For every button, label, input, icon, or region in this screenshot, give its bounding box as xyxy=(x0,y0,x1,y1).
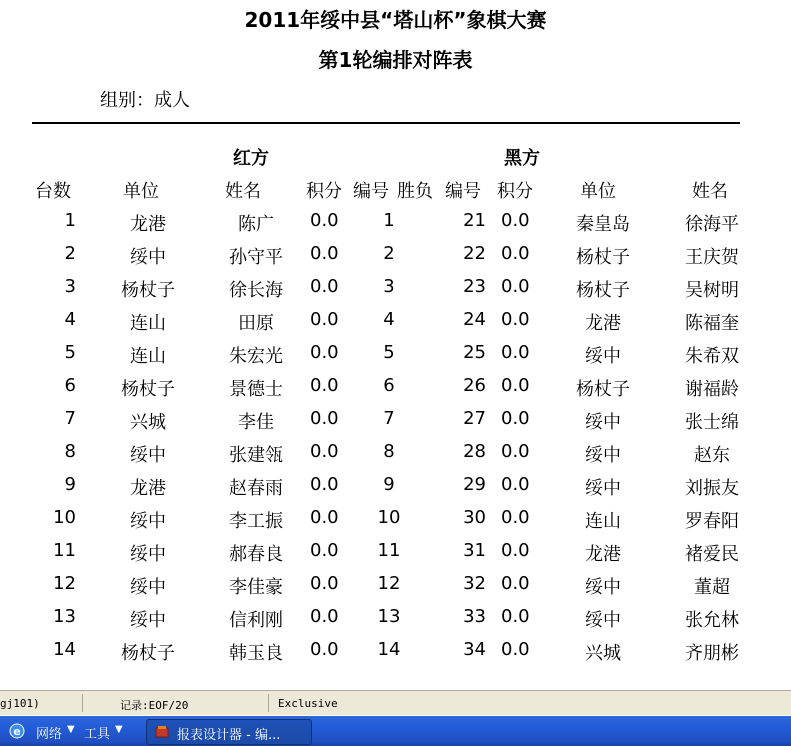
cell-table: 6 xyxy=(64,375,76,396)
header-name-red: 姓名 xyxy=(225,181,261,202)
cell-num2: 33 xyxy=(463,606,486,627)
cell-score2: 0.0 xyxy=(501,342,530,363)
cell-unit1: 绥中 xyxy=(130,445,166,466)
cell-score1: 0.0 xyxy=(310,309,339,330)
cell-num2: 27 xyxy=(463,408,486,429)
cell-score2: 0.0 xyxy=(501,606,530,627)
cell-num1: 10 xyxy=(377,507,401,528)
cell-unit1: 龙港 xyxy=(130,214,166,235)
cell-score2: 0.0 xyxy=(501,210,530,231)
cell-score2: 0.0 xyxy=(501,474,530,495)
cell-name2: 董超 xyxy=(694,577,730,598)
cell-num2: 21 xyxy=(463,210,486,231)
cell-score1: 0.0 xyxy=(310,342,339,363)
header-result: 胜负 xyxy=(397,181,433,202)
header-number-red: 编号 xyxy=(353,181,389,202)
cell-name2: 吴树明 xyxy=(685,280,739,301)
status-bar xyxy=(0,690,791,715)
tools-toolbar-button[interactable]: 工具 xyxy=(84,727,111,742)
cell-unit2: 绥中 xyxy=(585,346,621,367)
cell-name2: 刘振友 xyxy=(685,478,739,499)
cell-unit2: 绥中 xyxy=(585,412,621,433)
cell-num1: 1 xyxy=(383,210,395,231)
cell-unit1: 绥中 xyxy=(130,544,166,565)
cell-name2: 张允林 xyxy=(685,610,739,631)
cell-table: 5 xyxy=(64,342,76,363)
cell-name2: 陈福奎 xyxy=(685,313,739,334)
cell-num2: 23 xyxy=(463,276,486,297)
status-separator xyxy=(82,694,83,712)
cell-unit2: 杨杖子 xyxy=(576,280,630,301)
cell-score1: 0.0 xyxy=(310,408,339,429)
cell-score1: 0.0 xyxy=(310,606,339,627)
group-line xyxy=(100,86,190,112)
cell-table: 14 xyxy=(53,639,76,660)
svg-text:e: e xyxy=(13,725,21,738)
cell-score2: 0.0 xyxy=(501,540,530,561)
cell-name1: 李工振 xyxy=(229,511,283,532)
cell-name1: 徐长海 xyxy=(229,280,283,301)
cell-num1: 3 xyxy=(383,276,395,297)
cell-num1: 6 xyxy=(383,375,395,396)
cell-table: 2 xyxy=(64,243,76,264)
chevron-down-icon[interactable]: ▼ xyxy=(115,724,123,735)
cell-unit2: 杨杖子 xyxy=(576,379,630,400)
cell-score1: 0.0 xyxy=(310,375,339,396)
cell-score1: 0.0 xyxy=(310,210,339,231)
cell-score1: 0.0 xyxy=(310,540,339,561)
cell-score2: 0.0 xyxy=(501,573,530,594)
cell-table: 13 xyxy=(53,606,76,627)
cell-name2: 罗春阳 xyxy=(685,511,739,532)
cell-unit2: 兴城 xyxy=(585,643,621,664)
cell-score1: 0.0 xyxy=(310,507,339,528)
cell-unit1: 绥中 xyxy=(130,610,166,631)
cell-num1: 5 xyxy=(383,342,395,363)
cell-score1: 0.0 xyxy=(310,276,339,297)
cell-name2: 谢福龄 xyxy=(685,379,739,400)
cell-unit2: 龙港 xyxy=(585,544,621,565)
cell-score2: 0.0 xyxy=(501,639,530,660)
red-side-heading: 红方 xyxy=(233,148,269,169)
cell-unit2: 杨杖子 xyxy=(576,247,630,268)
cell-unit1: 杨杖子 xyxy=(121,379,175,400)
header-name-black: 姓名 xyxy=(692,181,728,202)
cell-unit2: 龙港 xyxy=(585,313,621,334)
cell-name1: 韩玉良 xyxy=(229,643,283,664)
cell-score2: 0.0 xyxy=(501,441,530,462)
cell-unit2: 连山 xyxy=(585,511,621,532)
cell-num1: 7 xyxy=(383,408,395,429)
cell-unit2: 绥中 xyxy=(585,478,621,499)
cell-num1: 9 xyxy=(383,474,395,495)
header-table: 台数 xyxy=(35,181,71,202)
cell-name1: 张建瓴 xyxy=(229,445,283,466)
cell-name1: 朱宏光 xyxy=(229,346,283,367)
header-unit-red: 单位 xyxy=(123,181,159,202)
cell-num1: 12 xyxy=(377,573,401,594)
cell-score1: 0.0 xyxy=(310,639,339,660)
cell-num2: 26 xyxy=(463,375,486,396)
taskbar-window-button[interactable] xyxy=(146,719,312,745)
cell-name1: 田原 xyxy=(238,313,274,334)
cell-num2: 24 xyxy=(463,309,486,330)
cell-name1: 信利刚 xyxy=(229,610,283,631)
cell-num2: 29 xyxy=(463,474,486,495)
report-subtitle: 第1轮编排对阵表 xyxy=(318,48,473,72)
cell-score1: 0.0 xyxy=(310,441,339,462)
status-separator xyxy=(268,694,269,712)
cell-num1: 2 xyxy=(383,243,395,264)
cell-score2: 0.0 xyxy=(501,375,530,396)
cell-score1: 0.0 xyxy=(310,474,339,495)
cell-table: 7 xyxy=(64,408,76,429)
cell-num1: 14 xyxy=(377,639,401,660)
taskbar xyxy=(0,716,791,746)
cell-unit1: 连山 xyxy=(130,346,166,367)
header-score-red: 积分 xyxy=(306,181,342,202)
cell-num2: 31 xyxy=(463,540,486,561)
cell-table: 12 xyxy=(53,573,76,594)
cell-unit2: 绥中 xyxy=(585,445,621,466)
cell-table: 11 xyxy=(53,540,76,561)
cell-num2: 30 xyxy=(463,507,486,528)
cell-score2: 0.0 xyxy=(501,408,530,429)
report-right-edge xyxy=(776,0,791,680)
cell-table: 3 xyxy=(64,276,76,297)
cell-name1: 李佳 xyxy=(238,412,274,433)
cell-score2: 0.0 xyxy=(501,309,530,330)
cell-unit1: 杨杖子 xyxy=(121,280,175,301)
cell-unit1: 龙港 xyxy=(130,478,166,499)
cell-unit1: 杨杖子 xyxy=(121,643,175,664)
cell-num2: 32 xyxy=(463,573,486,594)
cell-unit1: 绥中 xyxy=(130,511,166,532)
cell-num1: 8 xyxy=(383,441,395,462)
cell-unit1: 兴城 xyxy=(130,412,166,433)
cell-table: 1 xyxy=(64,210,76,231)
cell-unit1: 连山 xyxy=(130,313,166,334)
cell-score2: 0.0 xyxy=(501,507,530,528)
status-mode: Exclusive xyxy=(278,697,338,710)
cell-num1: 11 xyxy=(377,540,401,561)
cell-name1: 孙守平 xyxy=(229,247,283,268)
taskbar-window-label: 报表设计器 - 编... xyxy=(177,728,281,743)
cell-num2: 22 xyxy=(463,243,486,264)
network-toolbar-button[interactable]: 网络 xyxy=(36,727,63,742)
header-unit-black: 单位 xyxy=(580,181,616,202)
cell-num2: 28 xyxy=(463,441,486,462)
black-side-heading: 黑方 xyxy=(504,148,540,169)
cell-name1: 陈广 xyxy=(238,214,274,235)
cell-name2: 王庆贺 xyxy=(685,247,739,268)
cell-table: 8 xyxy=(64,441,76,462)
header-score-black: 积分 xyxy=(497,181,533,202)
cell-score1: 0.0 xyxy=(310,243,339,264)
cell-unit2: 绥中 xyxy=(585,577,621,598)
cell-score2: 0.0 xyxy=(501,276,530,297)
cell-score2: 0.0 xyxy=(501,243,530,264)
report-designer-icon xyxy=(155,725,169,739)
cell-unit2: 绥中 xyxy=(585,610,621,631)
cell-name1: 景德士 xyxy=(229,379,283,400)
cell-num2: 25 xyxy=(463,342,486,363)
cell-name2: 张士绵 xyxy=(685,412,739,433)
status-database: gj101) xyxy=(0,697,40,710)
divider-line xyxy=(32,122,740,124)
cell-name2: 褚爱民 xyxy=(685,544,739,565)
cell-name2: 徐海平 xyxy=(685,214,739,235)
cell-num1: 4 xyxy=(383,309,395,330)
cell-num2: 34 xyxy=(463,639,486,660)
cell-name2: 赵东 xyxy=(694,445,730,466)
cell-table: 10 xyxy=(53,507,76,528)
status-record: 记录:EOF/20 xyxy=(120,699,189,712)
report-title: 2011年绥中县“塔山杯”象棋大赛 xyxy=(244,8,547,32)
group-label: 组别： xyxy=(100,90,154,111)
cell-name2: 朱希双 xyxy=(685,346,739,367)
internet-explorer-icon[interactable] xyxy=(8,722,26,740)
cell-unit2: 秦皇岛 xyxy=(576,214,630,235)
cell-name1: 赵春雨 xyxy=(229,478,283,499)
cell-name2: 齐朋彬 xyxy=(685,643,739,664)
group-value: 成人 xyxy=(154,90,190,111)
cell-name1: 李佳豪 xyxy=(229,577,283,598)
cell-score1: 0.0 xyxy=(310,573,339,594)
cell-name1: 郝春良 xyxy=(229,544,283,565)
cell-table: 9 xyxy=(64,474,76,495)
header-number-black: 编号 xyxy=(445,181,481,202)
cell-unit1: 绥中 xyxy=(130,577,166,598)
cell-unit1: 绥中 xyxy=(130,247,166,268)
cell-num1: 13 xyxy=(377,606,401,627)
chevron-down-icon[interactable]: ▼ xyxy=(67,724,75,735)
cell-table: 4 xyxy=(64,309,76,330)
